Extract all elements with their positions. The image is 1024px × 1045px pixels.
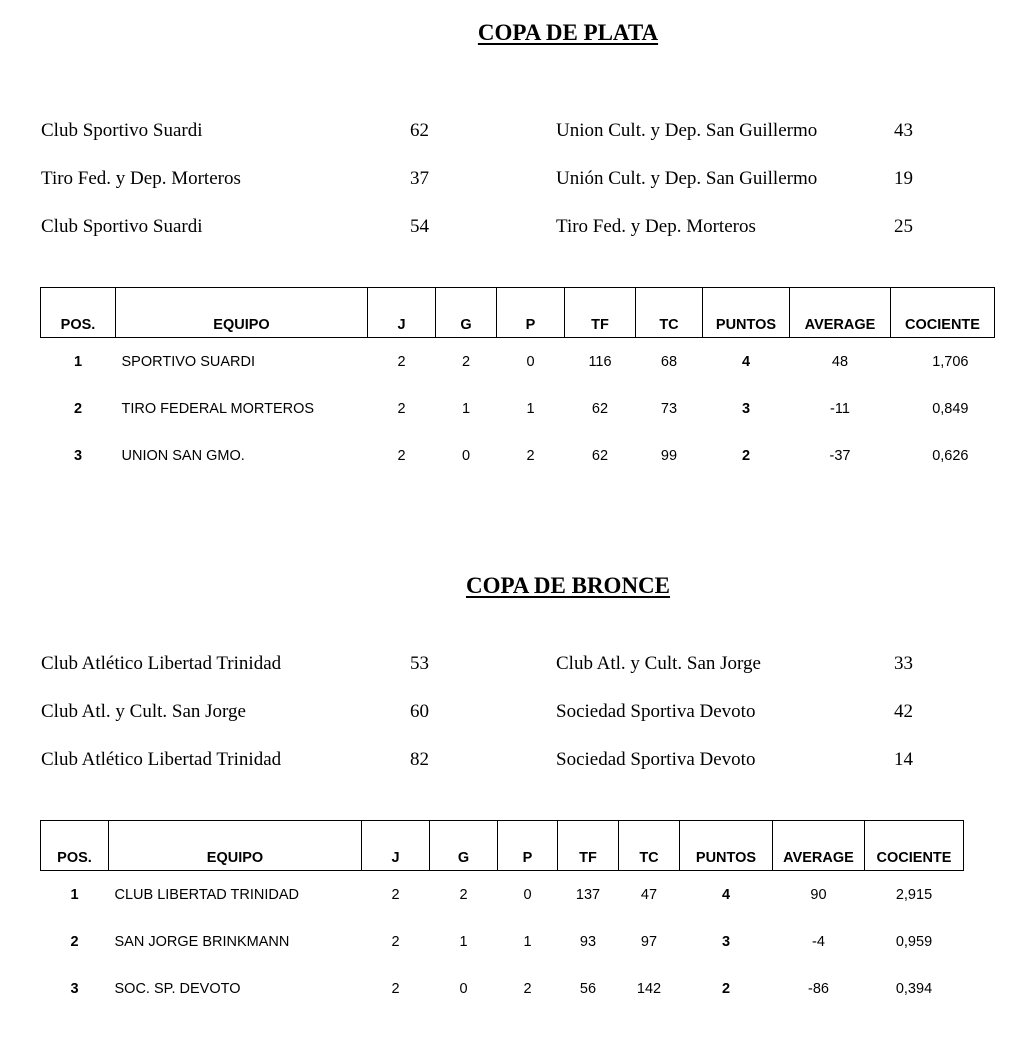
tc-cell: 97 — [640, 933, 658, 950]
j-cell: 2 — [397, 400, 406, 417]
team-cell: CLUB LIBERTAD TRINIDAD — [114, 886, 300, 903]
average-cell: 90 — [810, 886, 827, 903]
puntos-cell: 2 — [721, 980, 731, 997]
col-puntos: PUNTOS — [680, 821, 773, 871]
away-team: Sociedad Sportiva Devoto — [556, 749, 756, 770]
away-score: 14 — [894, 749, 913, 770]
tc-cell: 68 — [660, 353, 678, 370]
p-cell: 0 — [523, 886, 532, 903]
cociente-cell: 2,915 — [895, 886, 933, 903]
pos-cell: 1 — [73, 353, 83, 370]
pos-cell: 1 — [70, 886, 79, 903]
pos-cell: 3 — [70, 980, 79, 997]
col-tf: TF — [558, 821, 619, 871]
puntos-cell: 3 — [741, 400, 751, 417]
tf-cell: 62 — [591, 447, 609, 464]
home-score: 62 — [410, 120, 429, 141]
pos-cell: 2 — [73, 400, 83, 417]
standings-header-row — [41, 821, 964, 871]
tc-cell: 47 — [640, 886, 658, 903]
pos-cell: 3 — [73, 447, 83, 464]
copa-bronce-standings — [40, 820, 964, 1012]
puntos-cell: 3 — [721, 933, 731, 950]
away-score: 43 — [894, 120, 913, 141]
match-row — [0, 749, 1024, 775]
standings-table — [40, 287, 995, 479]
p-cell: 1 — [526, 400, 535, 417]
g-cell: 2 — [461, 353, 471, 370]
g-cell: 1 — [459, 933, 468, 950]
home-team: Club Sportivo Suardi — [41, 120, 203, 141]
cociente-cell: 1,706 — [932, 353, 969, 370]
tc-cell: 142 — [636, 980, 662, 997]
g-cell: 0 — [459, 980, 468, 997]
g-cell: 2 — [459, 886, 468, 903]
j-cell: 2 — [391, 980, 400, 997]
tc-cell: 73 — [660, 400, 678, 417]
puntos-cell: 2 — [741, 447, 751, 464]
col-g: G — [436, 288, 497, 338]
puntos-cell: 4 — [721, 886, 731, 903]
match-row — [0, 653, 1024, 679]
standings-table — [40, 820, 964, 1012]
average-cell: -37 — [829, 447, 851, 464]
col-equipo: EQUIPO — [109, 821, 362, 871]
j-cell: 2 — [391, 886, 400, 903]
away-team: Club Atl. y Cult. San Jorge — [556, 653, 761, 674]
cociente-cell: 0,626 — [932, 447, 969, 464]
team-cell: SPORTIVO SUARDI — [121, 353, 255, 370]
col-tc: TC — [619, 821, 680, 871]
p-cell: 2 — [523, 980, 532, 997]
tf-cell: 93 — [579, 933, 597, 950]
table-row — [41, 965, 964, 1012]
col-p: P — [497, 288, 565, 338]
col-equipo: EQUIPO — [116, 288, 368, 338]
away-team: Unión Cult. y Dep. San Guillermo — [556, 168, 818, 189]
copa-plata-title: COPA DE PLATA — [477, 20, 659, 45]
average-cell: 48 — [831, 353, 849, 370]
copa-bronce-title: COPA DE BRONCE — [465, 573, 671, 598]
p-cell: 0 — [526, 353, 535, 370]
puntos-cell: 4 — [741, 353, 751, 370]
table-row — [41, 871, 964, 919]
g-cell: 1 — [461, 400, 471, 417]
col-tc: TC — [636, 288, 703, 338]
home-score: 60 — [410, 701, 429, 722]
team-cell: SOC. SP. DEVOTO — [114, 980, 241, 997]
table-row — [41, 338, 995, 386]
p-cell: 2 — [526, 447, 535, 464]
match-row — [0, 701, 1024, 727]
home-score: 54 — [410, 216, 429, 237]
j-cell: 2 — [391, 933, 400, 950]
cociente-cell: 0,959 — [895, 933, 933, 950]
p-cell: 1 — [523, 933, 532, 950]
standings-header-row — [41, 288, 995, 338]
away-team: Union Cult. y Dep. San Guillermo — [556, 120, 818, 141]
match-row — [0, 120, 1024, 146]
pos-cell: 2 — [70, 933, 79, 950]
col-j: J — [368, 288, 436, 338]
home-score: 37 — [410, 168, 429, 189]
col-average: AVERAGE — [790, 288, 891, 338]
col-cociente: COCIENTE — [865, 821, 964, 871]
away-score: 33 — [894, 653, 913, 674]
col-pos: POS. — [41, 288, 116, 338]
average-cell: -86 — [808, 980, 829, 997]
away-score: 42 — [894, 701, 913, 722]
away-team: Tiro Fed. y Dep. Morteros — [556, 216, 756, 237]
g-cell: 0 — [461, 447, 471, 464]
away-score: 19 — [894, 168, 913, 189]
col-j: J — [362, 821, 430, 871]
j-cell: 2 — [397, 447, 406, 464]
cociente-cell: 0,394 — [895, 980, 933, 997]
col-tf: TF — [565, 288, 636, 338]
tf-cell: 116 — [588, 353, 612, 370]
col-cociente: COCIENTE — [891, 288, 995, 338]
match-row — [0, 168, 1024, 194]
average-cell: -11 — [830, 400, 850, 417]
team-cell: SAN JORGE BRINKMANN — [114, 933, 290, 950]
col-p: P — [498, 821, 558, 871]
home-score: 53 — [410, 653, 429, 674]
match-row — [0, 216, 1024, 242]
col-g: G — [430, 821, 498, 871]
away-score: 25 — [894, 216, 913, 237]
col-pos: POS. — [41, 821, 109, 871]
home-team: Club Atlético Libertad Trinidad — [41, 653, 282, 674]
home-team: Tiro Fed. y Dep. Morteros — [41, 168, 241, 189]
team-cell: UNION SAN GMO. — [121, 447, 245, 464]
average-cell: -4 — [812, 933, 825, 950]
home-team: Club Atlético Libertad Trinidad — [41, 749, 282, 770]
tc-cell: 99 — [660, 447, 678, 464]
home-team: Club Atl. y Cult. San Jorge — [41, 701, 246, 722]
copa-plata-standings — [40, 287, 995, 479]
tf-cell: 56 — [579, 980, 597, 997]
table-row — [41, 918, 964, 965]
home-score: 82 — [410, 749, 429, 770]
table-row — [41, 385, 995, 432]
table-row — [41, 432, 995, 479]
home-team: Club Sportivo Suardi — [41, 216, 203, 237]
team-cell: TIRO FEDERAL MORTEROS — [121, 400, 315, 417]
away-team: Sociedad Sportiva Devoto — [556, 701, 756, 722]
cociente-cell: 0,849 — [932, 400, 969, 417]
j-cell: 2 — [397, 353, 406, 370]
tf-cell: 137 — [575, 886, 601, 903]
col-average: AVERAGE — [773, 821, 865, 871]
col-puntos: PUNTOS — [703, 288, 790, 338]
tf-cell: 62 — [591, 400, 609, 417]
